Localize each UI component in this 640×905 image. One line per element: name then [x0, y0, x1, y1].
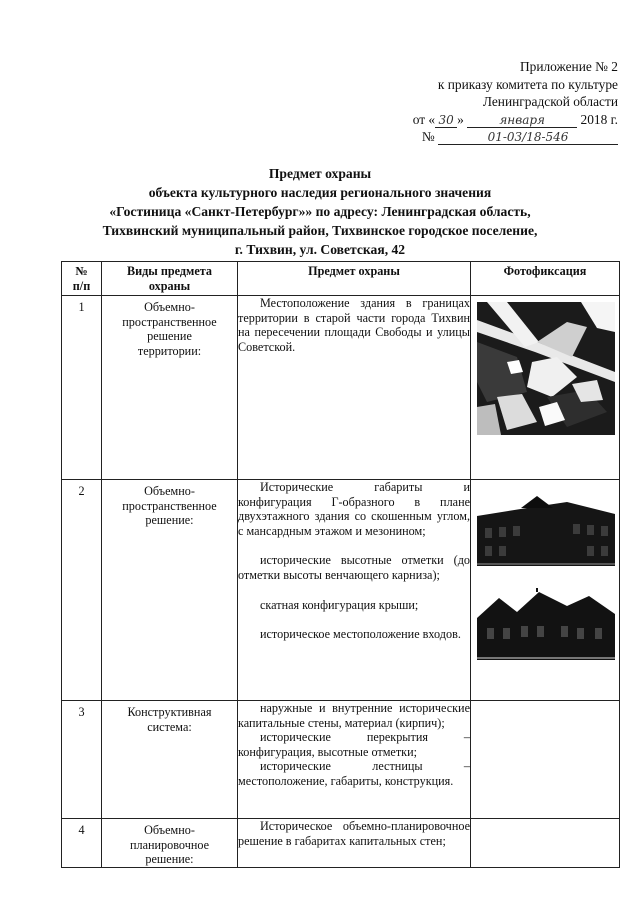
title-line-5: г. Тихвин, ул. Советская, 42	[234, 242, 406, 257]
date-prefix: от «	[412, 111, 436, 127]
document-title	[40, 164, 600, 259]
order-number-handwritten: 01-03/18-546	[438, 130, 618, 145]
header-kind: Виды предмета охраны	[102, 262, 238, 296]
table-row	[62, 296, 620, 480]
row-photo-cell-empty	[471, 819, 620, 868]
header-photo: Фотофиксация	[471, 262, 620, 296]
date-month-handwritten: января	[467, 113, 577, 128]
row-kind: Объемно- пространственное решение территории:	[102, 296, 238, 480]
appendix-region-line: Ленинградской области	[482, 94, 618, 109]
date-mid: »	[457, 111, 464, 127]
row-number: 4	[62, 819, 102, 868]
title-line-4: Тихвинский муниципальный район, Тихвинское городское поселение,	[102, 223, 538, 238]
row-subject	[238, 819, 471, 868]
title-line-1: Предмет охраны	[268, 166, 372, 181]
row-subject	[238, 480, 471, 701]
row-photo-cell	[471, 296, 620, 480]
aerial-photo-image	[477, 302, 615, 435]
date-day-handwritten: 30	[435, 113, 457, 128]
subject-paragraph: наружные и внутренние исторические капитальные стены, материал (кирпич);	[238, 701, 470, 730]
subject-paragraph: Исторические габариты и конфигурация Г-образного в плане двухэтажного здания со скошенным углом, с мансардным этажом и мезонином;	[238, 480, 470, 538]
row-subject	[238, 296, 471, 480]
subject-paragraph: скатная конфигурация крыши;	[260, 597, 419, 612]
protection-subject-table	[61, 261, 620, 868]
row-photo-cell-empty	[471, 701, 620, 819]
subject-paragraph: Местоположение здания в границах территории в старой части города Тихвин на пересечении площади Свободы и улицы Советской.	[238, 296, 470, 354]
subject-paragraph: исторические перекрытия – конфигурация, высотные отметки;	[238, 730, 470, 759]
header-subject: Предмет охраны	[238, 262, 471, 296]
appendix-number-line	[378, 128, 618, 146]
subject-paragraph: исторические высотные отметки (до отметки высоты венчающего карниза);	[238, 553, 470, 582]
building-photo-image	[477, 494, 615, 566]
number-prefix: №	[421, 129, 435, 144]
subject-paragraph: Историческое объемно-планировочное решение в габаритах капитальных стен;	[238, 819, 470, 848]
row-photo-cell	[471, 480, 620, 701]
appendix-date-line	[378, 111, 618, 129]
row-number: 1	[62, 296, 102, 480]
table-header-row	[62, 262, 620, 296]
date-suffix: 2018 г.	[580, 111, 618, 127]
row-number: 2	[62, 480, 102, 701]
table-row	[62, 701, 620, 819]
row-kind: Объемно- планировочное решение:	[102, 819, 238, 868]
appendix-title: Приложение № 2	[519, 59, 618, 74]
title-line-2: объекта культурного наследия регионального значения	[148, 185, 492, 200]
subject-paragraph: исторические лестницы – местоположение, габариты, конструкция.	[238, 759, 470, 788]
table-row	[62, 819, 620, 868]
title-line-3: «Гостиница «Санкт-Петербург»» по адресу: Ленинградская область,	[109, 204, 531, 219]
row-number: 3	[62, 701, 102, 819]
building-photo-image	[477, 588, 615, 660]
row-kind: Объемно- пространственное решение:	[102, 480, 238, 701]
subject-paragraph: историческое местоположение входов.	[260, 627, 461, 642]
appendix-block	[378, 58, 618, 146]
appendix-order-line: к приказу комитета по культуре	[437, 76, 618, 92]
table-row	[62, 480, 620, 701]
header-num: № п/п	[62, 262, 102, 296]
row-subject	[238, 701, 471, 819]
row-kind: Конструктивная система:	[102, 701, 238, 819]
